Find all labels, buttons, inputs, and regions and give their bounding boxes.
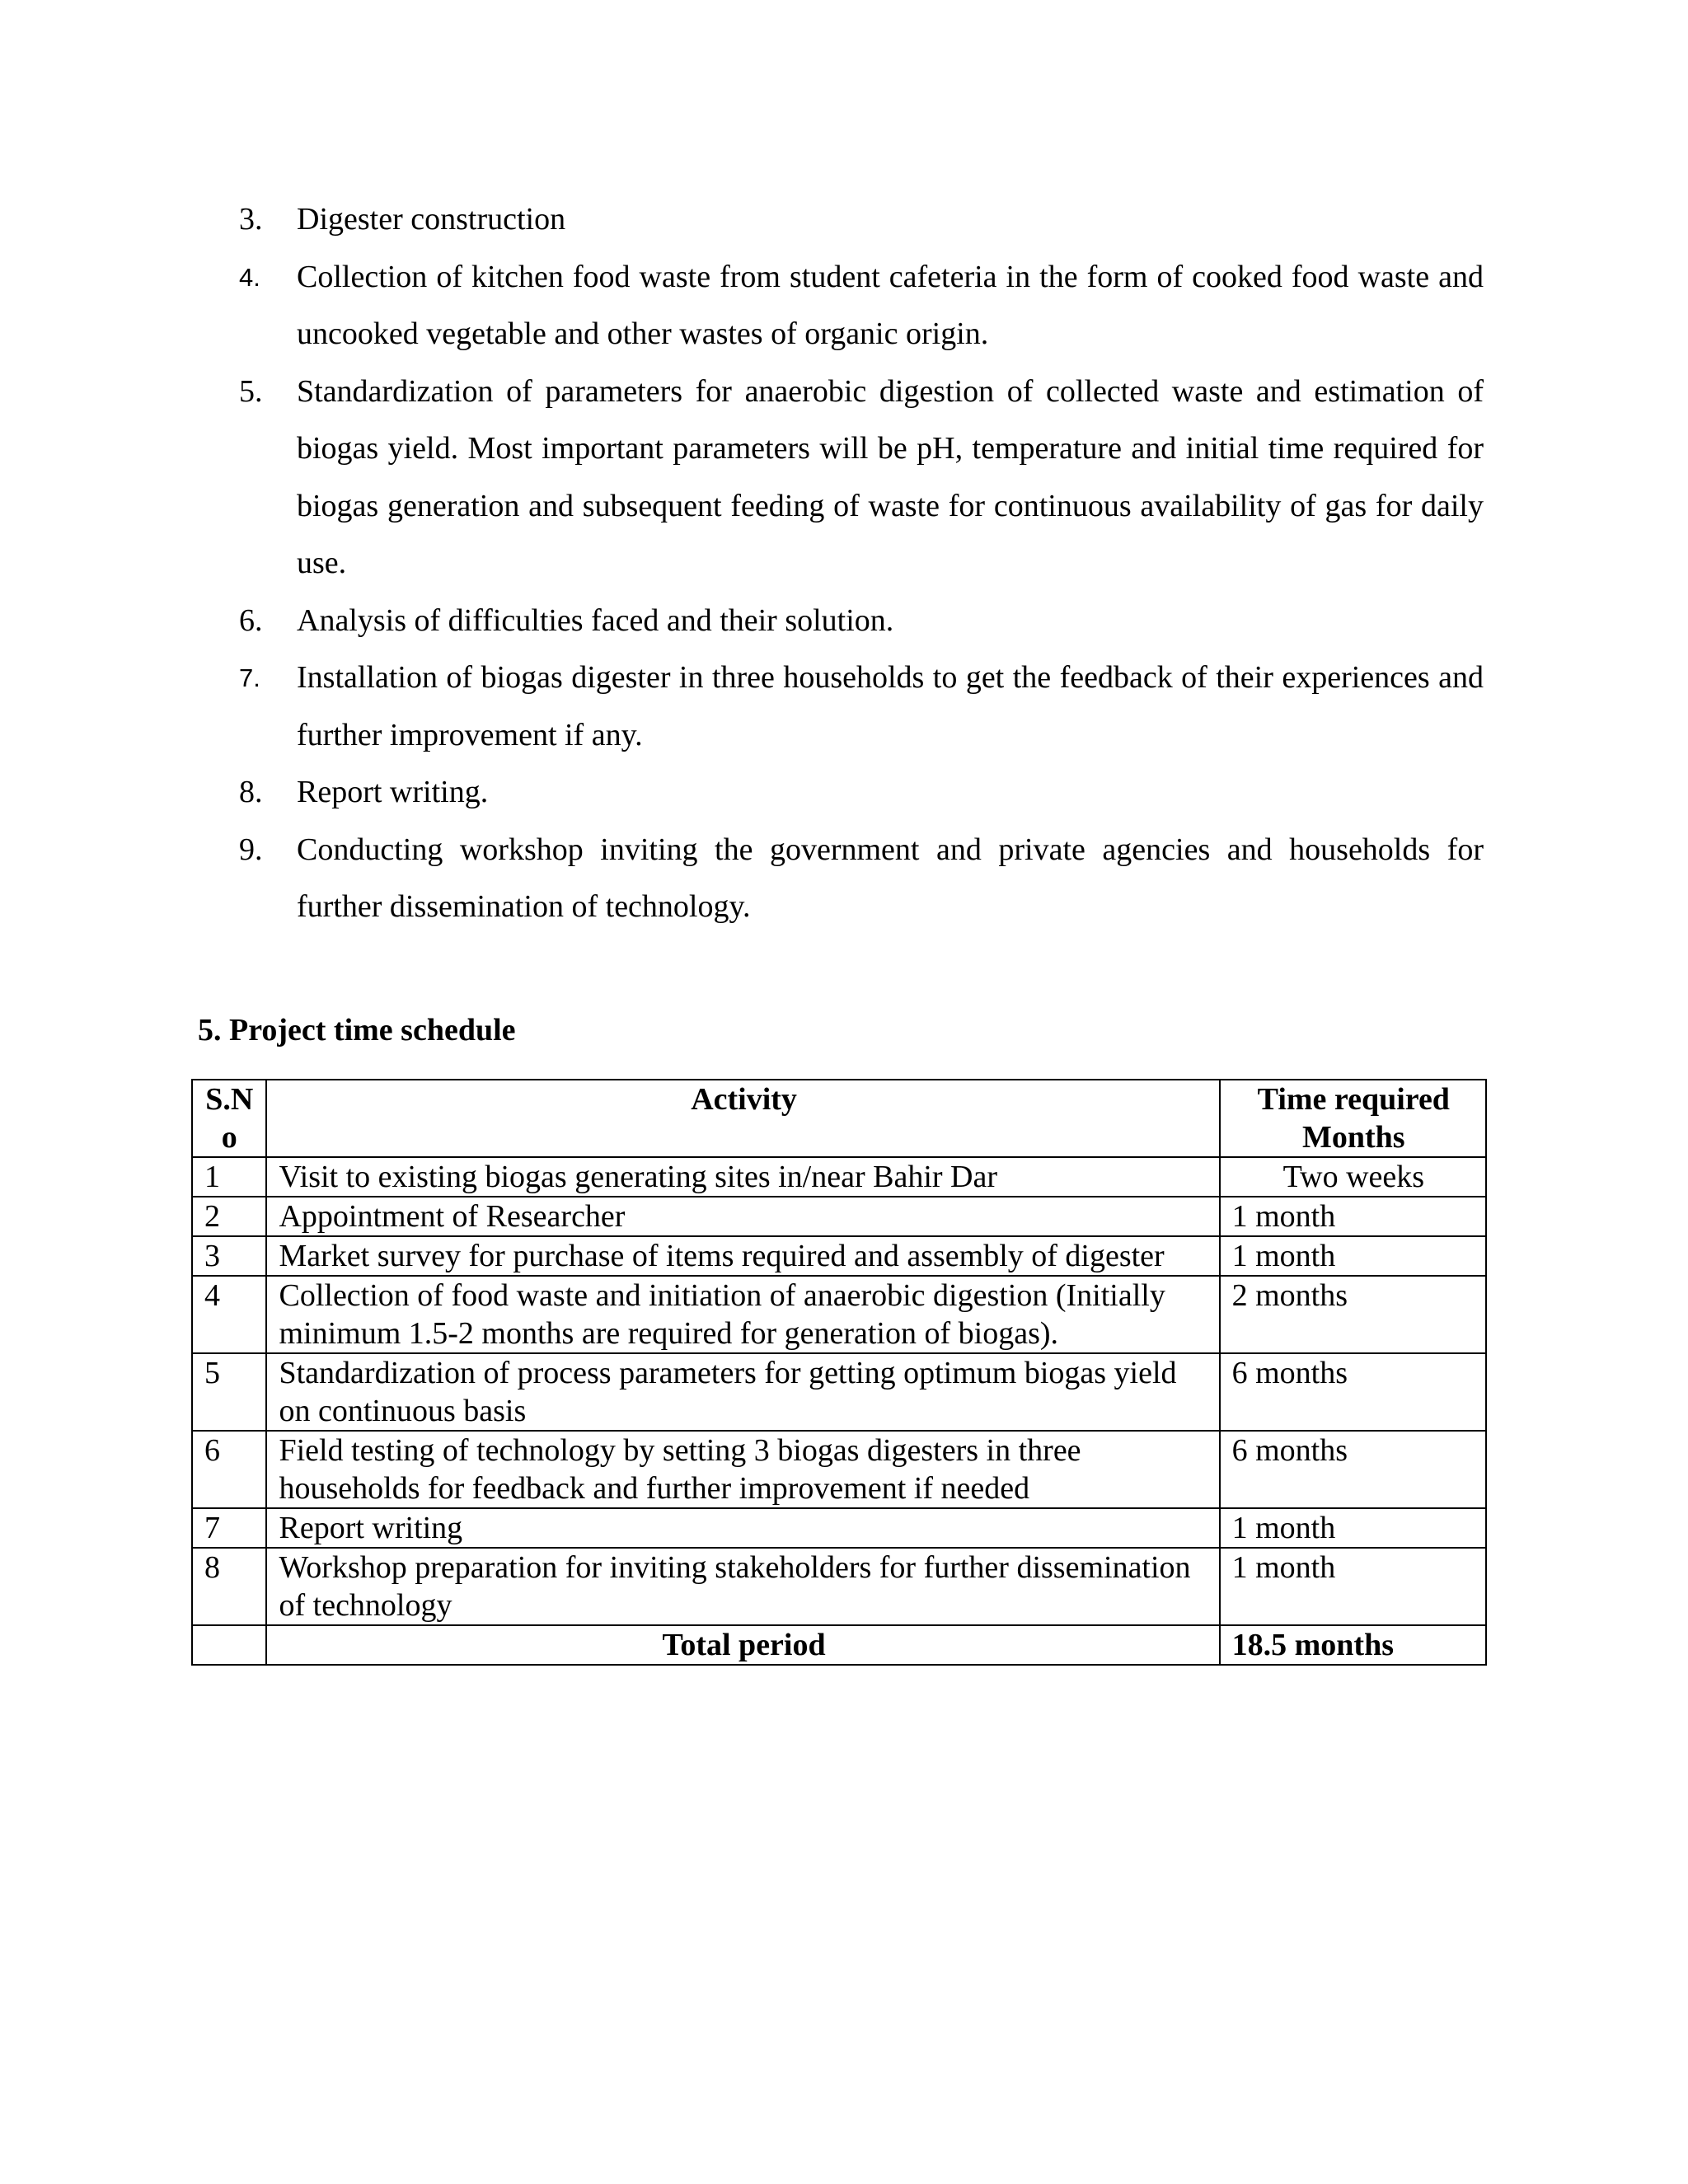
list-item	[239, 822, 1484, 936]
cell-activity: Visit to existing biogas generating sites in/near Bahir Dar	[266, 1157, 1219, 1197]
cell-sno: 3	[192, 1236, 266, 1276]
list-item-number: 3.	[239, 202, 263, 237]
list-item-number: 4.	[239, 262, 260, 292]
cell-time: 6 months	[1220, 1431, 1486, 1508]
cell-sno: 2	[192, 1197, 266, 1236]
total-value: 18.5 months	[1220, 1625, 1486, 1665]
list-item	[239, 191, 1484, 249]
table-row	[192, 1431, 1486, 1508]
cell-time: 1 month	[1220, 1508, 1486, 1548]
table-row	[192, 1353, 1486, 1431]
table-row	[192, 1508, 1486, 1548]
list-item-text: Collection of kitchen food waste from student cafeteria in the form of cooked food waste and uncooked vegetable and other wastes of organic origin.	[297, 259, 1484, 351]
list-item-number: 5.	[239, 373, 263, 409]
cell-time: 6 months	[1220, 1353, 1486, 1431]
table-row	[192, 1276, 1486, 1353]
cell-total-empty	[192, 1625, 266, 1665]
cell-time: 1 month	[1220, 1236, 1486, 1276]
cell-time: 1 month	[1220, 1197, 1486, 1236]
list-item-text: Analysis of difficulties faced and their solution.	[297, 602, 894, 638]
header-sno	[192, 1080, 266, 1157]
cell-activity: Report writing	[266, 1508, 1219, 1548]
cell-activity: Workshop preparation for inviting stakeholders for further dissemination of technology	[266, 1548, 1219, 1625]
list-item-text: Digester construction	[297, 202, 566, 237]
cell-sno: 1	[192, 1157, 266, 1197]
cell-sno: 4	[192, 1276, 266, 1353]
cell-activity: Market survey for purchase of items required and assembly of digester	[266, 1236, 1219, 1276]
list-item-number: 9.	[239, 832, 263, 867]
table-header-row	[192, 1080, 1486, 1157]
cell-sno: 7	[192, 1508, 266, 1548]
table-row	[192, 1197, 1486, 1236]
list-item-text: Installation of biogas digester in three households to get the feedback of their experiences and further improvement if any.	[297, 660, 1484, 752]
header-sno-line2: o	[221, 1120, 237, 1155]
list-item	[239, 764, 1484, 822]
cell-sno: 8	[192, 1548, 266, 1625]
list-item	[239, 649, 1484, 764]
table-total-row	[192, 1625, 1486, 1665]
list-item-text: Standardization of parameters for anaerobic digestion of collected waste and estimation of biogas yield. Most important parameters will be pH, temperature and initial time required for biogas generation and subsequent feeding of waste for continuous availability of gas for daily use.	[297, 373, 1484, 580]
header-time-line1: Time required	[1257, 1082, 1450, 1117]
cell-sno: 6	[192, 1431, 266, 1508]
cell-time: 2 months	[1220, 1276, 1486, 1353]
list-item	[239, 363, 1484, 593]
list-item-number: 7.	[239, 663, 260, 692]
header-time-required	[1220, 1080, 1486, 1157]
schedule-table	[191, 1079, 1487, 1666]
total-label: Total period	[266, 1625, 1219, 1665]
cell-time: 1 month	[1220, 1548, 1486, 1625]
cell-time: Two weeks	[1220, 1157, 1486, 1197]
header-time-line2: Months	[1302, 1120, 1405, 1155]
table-row	[192, 1236, 1486, 1276]
table-row	[192, 1157, 1486, 1197]
cell-activity: Appointment of Researcher	[266, 1197, 1219, 1236]
table-row	[192, 1548, 1486, 1625]
activity-list	[239, 191, 1484, 936]
list-item	[239, 249, 1484, 363]
cell-activity: Field testing of technology by setting 3 biogas digesters in three households for feedback and further improvement if needed	[266, 1431, 1219, 1508]
cell-sno: 5	[192, 1353, 266, 1431]
list-item-number: 6.	[239, 602, 263, 638]
list-item-number: 8.	[239, 775, 263, 809]
cell-activity: Standardization of process parameters for getting optimum biogas yield on continuous basis	[266, 1353, 1219, 1431]
header-activity: Activity	[266, 1080, 1219, 1157]
header-sno-line1: S.N	[205, 1082, 254, 1117]
cell-activity: Collection of food waste and initiation of anaerobic digestion (Initially minimum 1.5-2 months are required for generation of biogas).	[266, 1276, 1219, 1353]
list-item-text: Conducting workshop inviting the government and private agencies and households for further dissemination of technology.	[297, 832, 1484, 924]
list-item-text: Report writing.	[297, 775, 489, 809]
section-heading: 5. Project time schedule	[198, 1013, 516, 1047]
list-item	[239, 593, 1484, 650]
